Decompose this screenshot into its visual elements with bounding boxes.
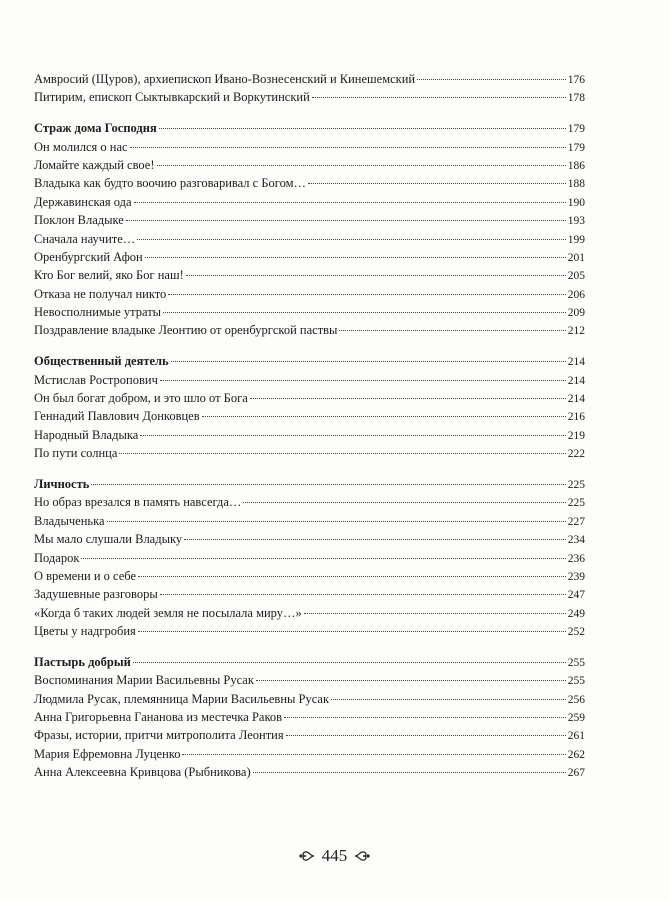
toc-entry-page: 222 xyxy=(567,448,585,461)
dot-leader xyxy=(171,361,566,362)
dot-leader xyxy=(126,220,566,221)
toc-entry-title: Страж дома Господня xyxy=(34,121,157,136)
toc-section-heading xyxy=(34,119,585,137)
toc-entry-page: 255 xyxy=(567,675,585,688)
toc-entry xyxy=(34,493,585,511)
toc-entry-page: 262 xyxy=(567,748,585,761)
toc-entry-title: Поздравление владыке Леонтию от оренбургской паствы xyxy=(34,323,338,338)
toc-entry-title: Владыка как будто воочию разговаривал с Богом… xyxy=(34,176,307,191)
toc-entry-title: Мария Ефремовна Луценко xyxy=(34,746,181,761)
dot-leader xyxy=(81,558,565,559)
toc-entry-page: 201 xyxy=(567,251,585,264)
toc-entry-page: 239 xyxy=(567,570,585,583)
toc-entry-page: 186 xyxy=(567,159,585,172)
toc-entry-page: 214 xyxy=(567,374,585,387)
toc-entry xyxy=(34,138,585,156)
toc-entry xyxy=(34,512,585,530)
toc-entry-title: Оренбургский Афон xyxy=(34,249,143,264)
toc-entry xyxy=(34,604,585,622)
toc-entry-title: Пастырь добрый xyxy=(34,654,131,669)
toc-entry xyxy=(34,530,585,548)
dot-leader xyxy=(160,594,566,595)
toc-entry xyxy=(34,156,585,174)
toc-entry xyxy=(34,763,585,781)
dot-leader xyxy=(186,275,566,276)
toc-entry-page: 209 xyxy=(567,307,585,320)
section-gap xyxy=(34,107,585,119)
toc-entry-page: 179 xyxy=(567,141,585,154)
toc-entry-title: По пути солнца xyxy=(34,446,118,461)
toc-entry xyxy=(34,708,585,726)
dot-leader xyxy=(134,202,566,203)
toc-entry-title: О времени и о себе xyxy=(34,568,136,583)
toc-entry xyxy=(34,371,585,389)
dot-leader xyxy=(159,128,566,129)
toc-entry-title: Невосполнимые утраты xyxy=(34,305,162,320)
toc-entry-title: Кто Бог велий, яко Бог наш! xyxy=(34,268,184,283)
toc-entry-page: 193 xyxy=(567,215,585,228)
toc-entry xyxy=(34,690,585,708)
dot-leader xyxy=(308,183,566,184)
page-number: 445 xyxy=(321,846,348,865)
toc-entry-page: 179 xyxy=(567,123,585,136)
dot-leader xyxy=(130,147,566,148)
toc-entry-page: 236 xyxy=(567,552,585,565)
dot-leader xyxy=(253,772,566,773)
page-folio xyxy=(0,846,669,866)
dot-leader xyxy=(140,435,565,436)
toc-entry-page: 225 xyxy=(567,478,585,491)
toc-entry-page: 214 xyxy=(567,356,585,369)
dot-leader xyxy=(182,754,565,755)
dot-leader xyxy=(417,79,566,80)
toc-entry-title: Воспоминания Марии Васильевны Русак xyxy=(34,673,254,688)
dot-leader xyxy=(202,416,566,417)
toc-entry-title: Владыченька xyxy=(34,513,105,528)
toc-entry-title: Людмила Русак, племянница Марии Васильевны Русак xyxy=(34,691,330,706)
toc-entry xyxy=(34,426,585,444)
toc-entry-title: Питирим, епископ Сыктывкарский и Воркутинский xyxy=(34,90,310,105)
toc-entry-title: Ломайте каждый свое! xyxy=(34,157,155,172)
toc-entry-title: Амвросий (Щуров), архиепископ Ивано-Вознесенский и Кинешемский xyxy=(34,72,416,86)
dot-leader xyxy=(137,239,565,240)
dot-leader xyxy=(250,398,566,399)
dot-leader xyxy=(119,453,565,454)
dot-leader xyxy=(138,576,566,577)
toc-entry-page: 190 xyxy=(567,196,585,209)
toc-entry-page: 205 xyxy=(567,270,585,283)
dot-leader xyxy=(168,294,565,295)
toc-entry-page: 216 xyxy=(567,411,585,424)
toc-entry xyxy=(34,193,585,211)
toc-entry-page: 249 xyxy=(567,607,585,620)
toc-entry-title: Анна Григорьевна Гананова из местечка Раков xyxy=(34,710,283,725)
toc-entry xyxy=(34,389,585,407)
section-gap xyxy=(34,641,585,653)
toc-entry xyxy=(34,726,585,744)
dot-leader xyxy=(312,97,566,98)
toc-entry xyxy=(34,549,585,567)
table-of-contents xyxy=(34,70,585,782)
toc-section-heading xyxy=(34,475,585,493)
toc-entry xyxy=(34,285,585,303)
toc-entry-page: 234 xyxy=(567,534,585,547)
toc-entry xyxy=(34,303,585,321)
toc-entry-page: 267 xyxy=(567,767,585,780)
dot-leader xyxy=(243,502,565,503)
toc-entry-title: Цветы у надгробия xyxy=(34,624,136,639)
dot-leader xyxy=(286,735,566,736)
toc-entry xyxy=(34,88,585,106)
fleuron-icon xyxy=(298,849,316,863)
toc-entry-title: Фразы, истории, притчи митрополита Леонтия xyxy=(34,728,284,743)
toc-entry xyxy=(34,671,585,689)
dot-leader xyxy=(284,717,566,718)
dot-leader xyxy=(304,613,566,614)
section-gap xyxy=(34,463,585,475)
section-gap xyxy=(34,340,585,352)
toc-entry xyxy=(34,230,585,248)
toc-entry-page: 247 xyxy=(567,589,585,602)
dot-leader xyxy=(91,484,565,485)
toc-entry-title: Общественный деятель xyxy=(34,354,169,369)
toc-entry xyxy=(34,266,585,284)
toc-entry-page: 178 xyxy=(567,92,585,105)
toc-entry-title: Анна Алексеевна Кривцова (Рыбникова) xyxy=(34,765,251,780)
toc-entry xyxy=(34,567,585,585)
toc-entry-page: 255 xyxy=(567,656,585,669)
toc-entry xyxy=(34,407,585,425)
dot-leader xyxy=(138,631,566,632)
toc-entry-title: Личность xyxy=(34,476,90,491)
toc-entry-title: Он был богат добром, и это шло от Бога xyxy=(34,391,248,406)
toc-section-heading xyxy=(34,653,585,671)
dot-leader xyxy=(107,521,566,522)
dot-leader xyxy=(133,662,566,663)
dot-leader xyxy=(331,699,566,700)
toc-entry-page: 212 xyxy=(567,325,585,338)
toc-entry-title: Державинская ода xyxy=(34,194,132,209)
toc-entry xyxy=(34,321,585,339)
toc-entry xyxy=(34,444,585,462)
dot-leader xyxy=(160,380,566,381)
dot-leader xyxy=(339,330,565,331)
toc-entry-page: 214 xyxy=(567,393,585,406)
toc-entry-title: Поклон Владыке xyxy=(34,213,124,228)
toc-entry-title: Он молился о нас xyxy=(34,139,128,154)
toc-entry xyxy=(34,211,585,229)
fleuron-icon xyxy=(353,849,371,863)
toc-entry-title: Задушевные разговоры xyxy=(34,587,158,602)
toc-entry-title: Но образ врезался в память навсегда… xyxy=(34,495,242,510)
toc-entry xyxy=(34,70,585,88)
dot-leader xyxy=(256,680,566,681)
toc-entry-page: 227 xyxy=(567,515,585,528)
dot-leader xyxy=(145,257,566,258)
toc-entry-page: 225 xyxy=(567,497,585,510)
toc-entry-page: 188 xyxy=(567,178,585,191)
toc-entry-title: Мы мало слушали Владыку xyxy=(34,532,183,547)
toc-entry-page: 206 xyxy=(567,288,585,301)
toc-entry-title: Народный Владыка xyxy=(34,427,139,442)
toc-entry-page: 252 xyxy=(567,626,585,639)
toc-entry-title: Геннадий Павлович Донковцев xyxy=(34,409,200,424)
toc-section-heading xyxy=(34,352,585,370)
toc-entry-page: 219 xyxy=(567,429,585,442)
toc-entry-page: 261 xyxy=(567,730,585,743)
toc-entry xyxy=(34,174,585,192)
toc-entry-page: 256 xyxy=(567,693,585,706)
toc-entry xyxy=(34,585,585,603)
toc-entry-title: «Когда б таких людей земля не посылала миру…» xyxy=(34,605,302,620)
toc-entry-title: Отказа не получал никто xyxy=(34,286,167,301)
toc-entry-page: 176 xyxy=(567,74,585,86)
dot-leader xyxy=(157,165,566,166)
toc-entry xyxy=(34,745,585,763)
toc-entry-page: 259 xyxy=(567,712,585,725)
toc-entry xyxy=(34,622,585,640)
toc-entry-title: Подарок xyxy=(34,550,80,565)
toc-entry-title: Мстислав Ростропович xyxy=(34,372,158,387)
dot-leader xyxy=(184,539,566,540)
toc-entry-title: Сначала научите… xyxy=(34,231,136,246)
dot-leader xyxy=(163,312,566,313)
toc-entry xyxy=(34,248,585,266)
toc-entry-page: 199 xyxy=(567,233,585,246)
